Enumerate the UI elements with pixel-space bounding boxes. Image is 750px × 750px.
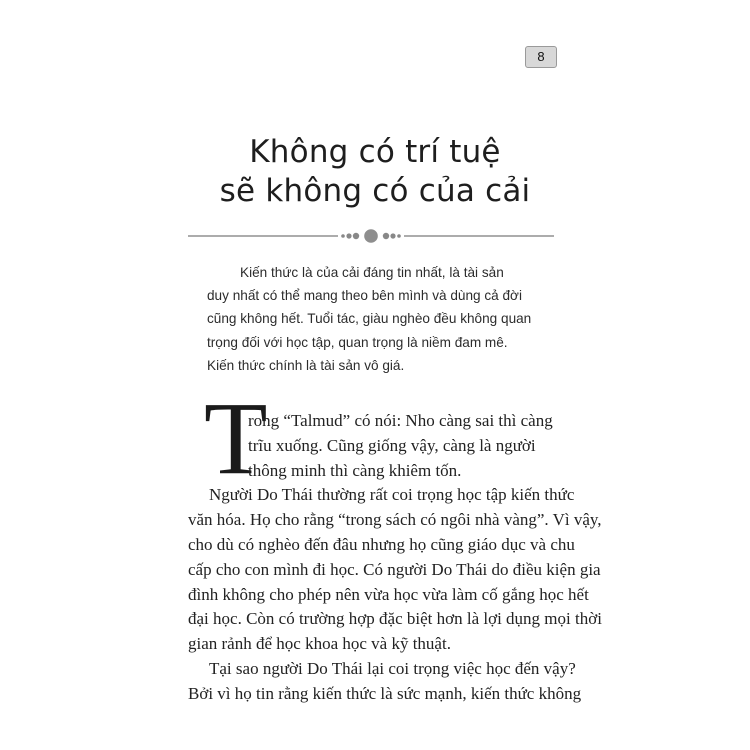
intro-line: Kiến thức là của cải đáng tin nhất, là tài sản bbox=[240, 265, 504, 280]
body-line: Người Do Thái thường rất coi trọng học tập kiến thức bbox=[209, 485, 575, 505]
body-text bbox=[188, 409, 602, 707]
body-line: rong “Talmud” có nói: Nho càng sai thì càng bbox=[248, 411, 553, 430]
body-line: cấp cho con mình đi học. Có người Do Thái do điều kiện gia bbox=[188, 559, 601, 579]
intro-line: Kiến thức chính là tài sản vô giá. bbox=[207, 357, 405, 373]
intro-line: trọng đối với học tập, quan trọng là niềm đam mê. bbox=[207, 334, 508, 350]
divider-dot bbox=[390, 233, 395, 238]
chapter-title-line-1: Không có trí tuệ bbox=[249, 134, 501, 170]
divider-dot bbox=[346, 233, 351, 238]
body-line: thông minh thì càng khiêm tốn. bbox=[248, 460, 462, 480]
page-number: 8 bbox=[525, 46, 557, 68]
intro-line: cũng không hết. Tuổi tác, giàu nghèo đều không quan bbox=[207, 311, 532, 327]
ornamental-divider bbox=[188, 226, 554, 246]
body-line: văn hóa. Họ cho rằng “trong sách có ngôi nhà vàng”. Vì vậy, bbox=[188, 510, 602, 530]
body-line: đại học. Còn có trường hợp đặc biệt hơn là lợi dụng mọi thời bbox=[188, 609, 602, 629]
body-line: Tại sao người Do Thái lại coi trọng việc học đến vậy? bbox=[209, 658, 576, 678]
body-line: Bởi vì họ tin rằng kiến thức là sức mạnh, kiến thức không bbox=[188, 683, 582, 703]
body-line: cho dù có nghèo đến đâu nhưng họ cũng giáo dục và chu bbox=[188, 534, 575, 554]
divider-dot bbox=[397, 234, 401, 238]
intro-paragraph bbox=[207, 261, 567, 377]
body-line: đình không cho phép nên vừa học vừa làm cố gắng học hết bbox=[188, 584, 589, 604]
drop-cap: T bbox=[204, 381, 268, 496]
chapter-title-line-2: sẽ không có của cải bbox=[219, 173, 531, 209]
divider-dot bbox=[353, 233, 359, 239]
body-line: trĩu xuống. Cũng giống vậy, càng là người bbox=[248, 435, 536, 455]
intro-line: duy nhất có thể mang theo bên mình và dùng cả đời bbox=[207, 288, 522, 304]
divider-center-circle bbox=[364, 229, 378, 243]
divider-dot bbox=[383, 233, 389, 239]
body-line: gian rảnh để học khoa học và kỹ thuật. bbox=[188, 634, 451, 654]
divider-dot bbox=[341, 234, 345, 238]
